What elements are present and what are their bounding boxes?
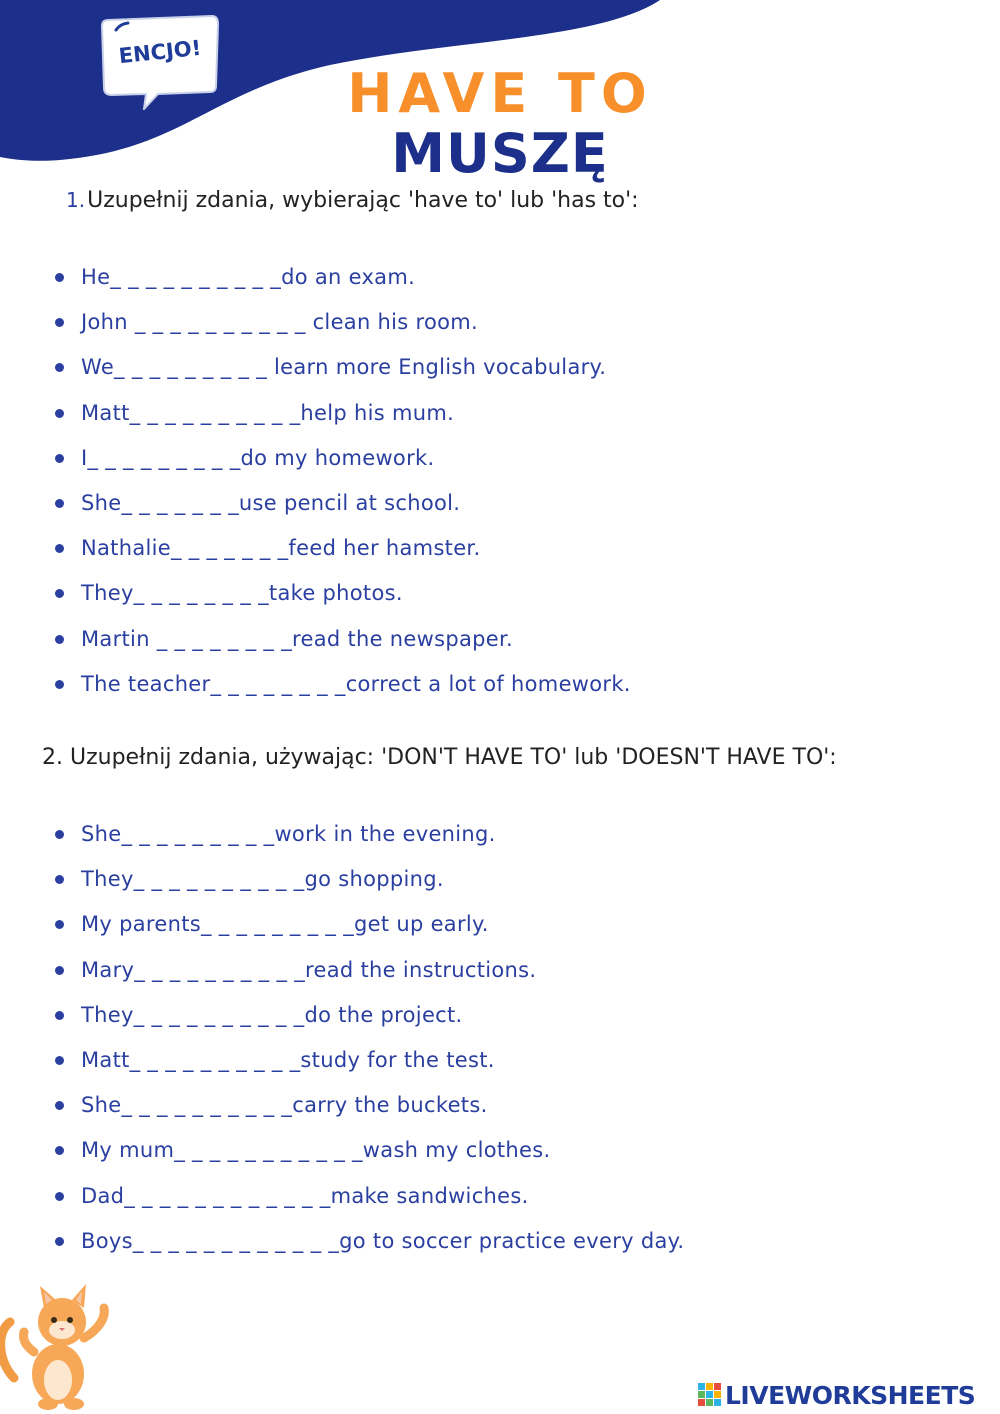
page-title: HAVE TO [347, 62, 653, 125]
list-item: My mum_ _ _ _ _ _ _ _ _ _ _wash my clothes. [55, 1137, 684, 1182]
section2-list [55, 821, 684, 1273]
list-item: Martin _ _ _ _ _ _ _ _read the newspaper. [55, 626, 631, 671]
logo-text: ENCJO! [117, 35, 203, 69]
list-item: She_ _ _ _ _ _ _ _ _ _carry the buckets. [55, 1092, 684, 1137]
list-item: Matt_ _ _ _ _ _ _ _ _ _help his mum. [55, 400, 631, 445]
list-item: Matt_ _ _ _ _ _ _ _ _ _study for the test. [55, 1047, 684, 1092]
list-item: I_ _ _ _ _ _ _ _ _do my homework. [55, 445, 631, 490]
list-item: We_ _ _ _ _ _ _ _ _ learn more English vocabulary. [55, 354, 631, 399]
section1-instruction-text: Uzupełnij zdania, wybierając 'have to' lub 'has to': [87, 188, 639, 213]
list-item: They_ _ _ _ _ _ _ _ _ _go shopping. [55, 866, 684, 911]
list-item: They_ _ _ _ _ _ _ _take photos. [55, 580, 631, 625]
cat-illustration-icon [0, 1282, 130, 1412]
section1-instruction [66, 188, 639, 213]
list-item: Mary_ _ _ _ _ _ _ _ _ _read the instructions. [55, 957, 684, 1002]
section1-list [55, 264, 631, 716]
liveworksheets-brand: LIVEWORKSHEETS [725, 1380, 976, 1410]
list-item: She_ _ _ _ _ _ _ _ _work in the evening. [55, 821, 684, 866]
list-item: She_ _ _ _ _ _ _use pencil at school. [55, 490, 631, 535]
list-item: My parents_ _ _ _ _ _ _ _ _get up early. [55, 911, 684, 956]
list-item: Dad_ _ _ _ _ _ _ _ _ _ _ _make sandwiches. [55, 1183, 684, 1228]
list-item: The teacher_ _ _ _ _ _ _ _correct a lot of homework. [55, 671, 631, 716]
list-item: John _ _ _ _ _ _ _ _ _ _ clean his room. [55, 309, 631, 354]
list-item: They_ _ _ _ _ _ _ _ _ _do the project. [55, 1002, 684, 1047]
list-item: Boys_ _ _ _ _ _ _ _ _ _ _ _go to soccer practice every day. [55, 1228, 684, 1273]
page-subtitle: MUSZĘ [391, 122, 609, 185]
section1-number: 1. [66, 188, 86, 212]
section2-instruction: 2. Uzupełnij zdania, używając: 'DON'T HAVE TO' lub 'DOESN'T HAVE TO': [42, 745, 837, 770]
list-item: Nathalie_ _ _ _ _ _ _feed her hamster. [55, 535, 631, 580]
list-item: He_ _ _ _ _ _ _ _ _ _do an exam. [55, 264, 631, 309]
liveworksheets-logo [698, 1378, 975, 1412]
liveworksheets-logo-icon [698, 1383, 722, 1407]
